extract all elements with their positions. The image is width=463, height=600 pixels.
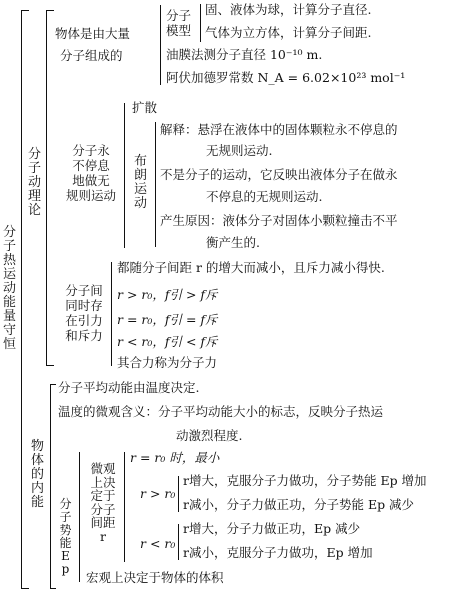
model-gas-text: 气体为立方体，计算分子间距. [205,25,372,40]
r-lt-increase-text: r增大，分子力做正功，Ep 减少 [183,521,361,536]
r-lt-label: r < r₀ [140,536,176,551]
oil-film-text: 油膜法测分子直径 10⁻¹⁰ m. [166,47,323,62]
r-gt-brace [178,476,179,512]
notmol-text-1: 不是分子的运动，它反映出液体分子在做永 [160,167,398,182]
internal-brace [50,384,51,588]
r-lt-decrease-text: r减小，克服分子力做功，Ep 增加 [183,545,373,560]
model-brace [200,4,201,42]
r-lt-brace [178,524,179,560]
motion-brace [124,103,125,248]
forces-lt-text: r < r₀，f引 < f斥 [117,334,218,349]
internal-energy-label: 物体的内能 [30,439,44,510]
r-gt-decrease-text: r减小，分子力做正功，分子势能 Ep 减少 [183,497,415,512]
micro-decided-label: 微观上决定于分子间距r [90,461,116,544]
micro-meaning-1: 温度的微观含义：分子平均动能大小的标志，反映分子热运 [58,404,384,419]
forces-net-text: 其合力称为分子力 [117,355,218,370]
brownian-brace [155,122,156,247]
r-gt-increase-text: r增大，克服分子力做功，分子势能 Ep 增加 [183,473,427,488]
notmol-text-2: 不停息的无规则运动. [206,189,323,204]
explain-text-2: 无规则运动. [206,143,273,158]
forces-gt-text: r > r₀，f引 > f斥 [117,287,218,302]
r-gt-label: r > r₀ [140,486,176,501]
r-eq-text: r = r₀ 时，最小 [130,450,220,465]
explain-text-1: 解释：悬浮在液体中的固体颗粒永不停息的 [160,122,398,137]
micro-brace [124,452,125,562]
forces-trend-text: 都随分子间距 r 的增大而减小，且斥力减小得快. [117,260,385,275]
pe-brace [79,452,80,582]
avogadro-text: 阿伏加德罗常数 N_A = 6.02×10²³ mol⁻¹ [166,70,406,85]
root-brace [21,10,22,588]
model-label: 分子模型 [166,8,192,38]
cause-text-1: 产生原因：液体分子对固体小颗粒撞击不平 [160,213,398,228]
kinetic-brace [46,10,47,365]
micro-meaning-2: 动激烈程度. [176,428,243,443]
composition-label: 分子组成的 [60,48,123,63]
diffusion-text: 扩散 [132,100,158,115]
motion-label: 分子永 不停息 地做无 规则运动 [65,143,116,203]
forces-brace [111,262,112,366]
forces-eq-text: r = r₀，f引 = f斥 [117,312,218,327]
made-of-text: 物体是由大量 [55,26,131,41]
avg-ke-text: 分子平均动能由温度决定. [58,380,200,395]
composition-brace [160,5,161,85]
brownian-label: 布朗运动 [133,154,147,211]
cause-text-2: 衡产生的. [206,235,260,250]
forces-label: 分子间 同时存 在引力 和斥力 [65,283,103,343]
kinetic-theory-label: 分子动理论 [27,147,41,218]
model-solid-text: 固、液体为球，计算分子直径. [205,2,372,17]
root-title: 分子热运动能量守恒 [2,225,16,352]
potential-energy-label: 分子势能Ep [59,497,72,576]
macro-volume-text: 宏观上决定于物体的体积 [86,570,224,585]
